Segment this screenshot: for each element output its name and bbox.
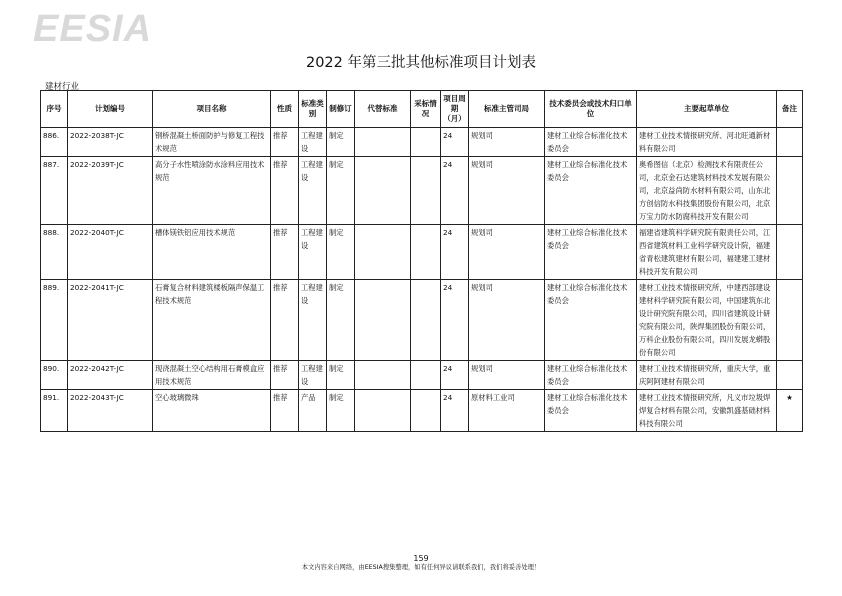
table-header-row xyxy=(41,91,803,128)
cell-name: 空心玻璃微珠 xyxy=(153,390,271,432)
cell-committee: 建材工业综合标准化技术委员会 xyxy=(545,157,637,225)
cell-dept: 规划司 xyxy=(469,225,545,280)
cell-replace xyxy=(355,225,411,280)
cell-adopt xyxy=(411,157,441,225)
cell-dept: 原材料工业司 xyxy=(469,390,545,432)
cell-plan: 2022-2040T-JC xyxy=(68,225,153,280)
cell-dept: 规划司 xyxy=(469,128,545,157)
cell-plan: 2022-2043T-JC xyxy=(68,390,153,432)
table-row xyxy=(41,390,803,432)
cell-category: 工程建设 xyxy=(299,361,327,390)
cell-category: 工程建设 xyxy=(299,225,327,280)
cell-revision: 制定 xyxy=(327,157,355,225)
cell-note xyxy=(777,128,803,157)
cell-replace xyxy=(355,390,411,432)
col-header-category: 标准类别 xyxy=(299,91,327,128)
cell-adopt xyxy=(411,128,441,157)
cell-no: 886. xyxy=(41,128,68,157)
table-row xyxy=(41,280,803,361)
cell-adopt xyxy=(411,361,441,390)
cell-revision: 制定 xyxy=(327,225,355,280)
cell-nature: 推荐 xyxy=(271,157,299,225)
cell-note xyxy=(777,280,803,361)
cell-committee: 建材工业综合标准化技术委员会 xyxy=(545,390,637,432)
cell-committee: 建材工业综合标准化技术委员会 xyxy=(545,225,637,280)
cell-no: 890. xyxy=(41,361,68,390)
cell-category: 产品 xyxy=(299,390,327,432)
cell-drafter: 建材工业技术情报研究所，重庆大学，重庆阿阿建材有限公司 xyxy=(637,361,777,390)
cell-no: 891. xyxy=(41,390,68,432)
cell-plan: 2022-2038T-JC xyxy=(68,128,153,157)
col-header-revision: 制修订 xyxy=(327,91,355,128)
cell-nature: 推荐 xyxy=(271,280,299,361)
col-header-period: 项目周期（月） xyxy=(441,91,469,128)
cell-no: 889. xyxy=(41,280,68,361)
col-header-dept: 标准主管司局 xyxy=(469,91,545,128)
cell-committee: 建材工业综合标准化技术委员会 xyxy=(545,361,637,390)
cell-dept: 规划司 xyxy=(469,361,545,390)
cell-revision: 制定 xyxy=(327,390,355,432)
cell-period: 24 xyxy=(441,390,469,432)
cell-category: 工程建设 xyxy=(299,128,327,157)
cell-period: 24 xyxy=(441,280,469,361)
section-label: 建材行业 xyxy=(45,82,80,92)
col-header-replace: 代替标准 xyxy=(355,91,411,128)
col-header-adopt: 采标情况 xyxy=(411,91,441,128)
cell-period: 24 xyxy=(441,128,469,157)
cell-replace xyxy=(355,361,411,390)
table-row xyxy=(41,225,803,280)
footer-disclaimer: 本文内容来自网络，由EESIA搜集整理，如有任何异议请联系我们，我们将妥善处理！ xyxy=(301,564,541,571)
cell-nature: 推荐 xyxy=(271,390,299,432)
table-row xyxy=(41,157,803,225)
cell-dept: 规划司 xyxy=(469,157,545,225)
col-header-note: 备注 xyxy=(777,91,803,128)
cell-name: 槽体镁铁铝应用技术规范 xyxy=(153,225,271,280)
cell-note xyxy=(777,157,803,225)
col-header-plan: 计划编号 xyxy=(68,91,153,128)
cell-plan: 2022-2041T-JC xyxy=(68,280,153,361)
page-number: 159 xyxy=(413,554,429,563)
cell-plan: 2022-2039T-JC xyxy=(68,157,153,225)
col-header-committee: 技术委员会或技术归口单位 xyxy=(545,91,637,128)
cell-name: 高分子水性喷涂防水涂料应用技术规范 xyxy=(153,157,271,225)
cell-no: 887. xyxy=(41,157,68,225)
table-row xyxy=(41,361,803,390)
cell-drafter: 建材工业技术情报研究所、河北旺通新材料有限公司 xyxy=(637,128,777,157)
cell-drafter: 福建省建筑科学研究院有限责任公司，江西省建筑材料工业科学研究设计院，福建省青松建筑建材有限公司，福建建工建材科技开发有限公司 xyxy=(637,225,777,280)
col-header-no: 序号 xyxy=(41,91,68,128)
cell-name: 石膏复合材料建筑楼板隔声保温工程技术规范 xyxy=(153,280,271,361)
cell-adopt xyxy=(411,280,441,361)
cell-replace xyxy=(355,128,411,157)
cell-replace xyxy=(355,157,411,225)
cell-nature: 推荐 xyxy=(271,361,299,390)
cell-nature: 推荐 xyxy=(271,225,299,280)
cell-drafter: 建材工业技术情报研究所，中建西部建设建材科学研究院有限公司，中国建筑东北设计研究院有限公司，四川省建筑设计研究院有限公司，陕焊集团股份有限公司，万科企业股份有限公司，四川发展龙蟒股份有限公司 xyxy=(637,280,777,361)
cell-adopt xyxy=(411,225,441,280)
cell-period: 24 xyxy=(441,361,469,390)
cell-revision: 制定 xyxy=(327,361,355,390)
cell-name: 现浇混凝土空心结构用石膏模盒应用技术规范 xyxy=(153,361,271,390)
cell-plan: 2022-2042T-JC xyxy=(68,361,153,390)
cell-period: 24 xyxy=(441,225,469,280)
cell-revision: 制定 xyxy=(327,128,355,157)
cell-adopt xyxy=(411,390,441,432)
cell-replace xyxy=(355,280,411,361)
cell-note xyxy=(777,225,803,280)
cell-category: 工程建设 xyxy=(299,280,327,361)
cell-drafter: 建材工业技术情报研究所，凡义市垃圾焊焊复合材料有限公司，安徽凯盛基础材料科技有限公司 xyxy=(637,390,777,432)
cell-no: 888. xyxy=(41,225,68,280)
cell-dept: 规划司 xyxy=(469,280,545,361)
cell-nature: 推荐 xyxy=(271,128,299,157)
col-header-name: 项目名称 xyxy=(153,91,271,128)
cell-committee: 建材工业综合标准化技术委员会 xyxy=(545,128,637,157)
standards-table xyxy=(40,90,803,432)
eesia-logo: EESIA xyxy=(33,8,153,50)
cell-period: 24 xyxy=(441,157,469,225)
cell-committee: 建材工业综合标准化技术委员会 xyxy=(545,280,637,361)
cell-note: ★ xyxy=(777,390,803,432)
cell-note xyxy=(777,361,803,390)
cell-name: 钢桥混凝土桥面防护与修复工程技术规范 xyxy=(153,128,271,157)
page-title: 2022 年第三批其他标准项目计划表 xyxy=(305,55,536,71)
cell-drafter: 奥希图信（北京）检测技术有限责任公司，北京金石达建筑材料技术发展有限公司，北京益尚防水材料有限公司，山东北方创信防水科技集团股份有限公司，北京万宝力防水防腐科技开发有限公司 xyxy=(637,157,777,225)
cell-revision: 制定 xyxy=(327,280,355,361)
cell-category: 工程建设 xyxy=(299,157,327,225)
table-row xyxy=(41,128,803,157)
col-header-nature: 性质 xyxy=(271,91,299,128)
col-header-drafter: 主要起草单位 xyxy=(637,91,777,128)
